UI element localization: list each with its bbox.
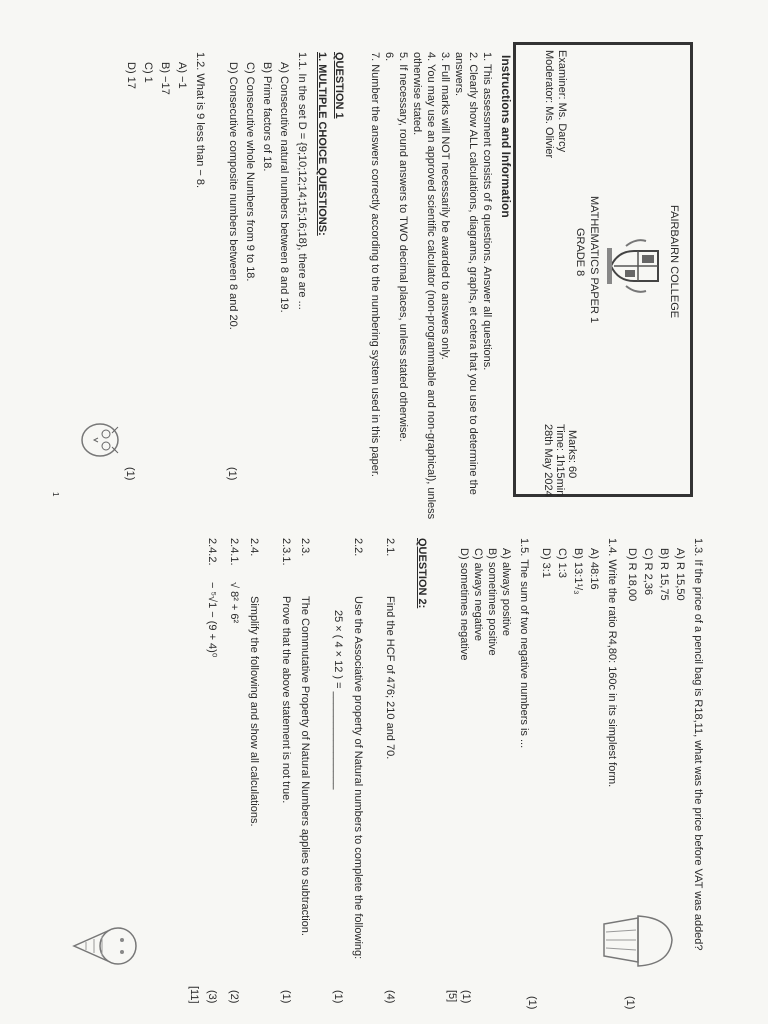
q1-4-options — [536, 548, 600, 595]
owl-doodle-image — [78, 415, 128, 465]
q1-5-text: 1.5. The sum of two negative numbers is ... — [518, 538, 530, 749]
examiner: Examiner: Ms. Darcy — [556, 50, 568, 153]
instruction-item: 1. This assessment consists of 6 questions. Answer all questions. — [481, 52, 493, 371]
school-crest — [606, 236, 666, 296]
q1-total: [5] — [446, 990, 458, 1003]
option-item: C) 1 — [142, 62, 154, 83]
instruction-item: 6. — [383, 52, 395, 62]
q2-3-1-marks: (1) — [280, 990, 292, 1004]
option-item: B) −17 — [159, 62, 171, 95]
instruction-item: 5. If necessary, round answers to TWO decimal places, unless stated otherwise. — [397, 52, 409, 442]
ice-cream-doodle-image — [70, 916, 140, 976]
q2-3-num: 2.3. — [299, 538, 311, 557]
q2-2-text: Use the Associative property of Natural numbers to complete the following: — [352, 596, 364, 960]
instruction-item: 3. Full marks will NOT necessarily be awarded to answers only. — [439, 52, 451, 360]
q2-2-expression: 25 × ( 4 × 12 ) = ________________ — [332, 610, 344, 790]
instruction-item: answers. — [453, 52, 465, 97]
paper-title: MATHEMATICS PAPER 1 — [588, 196, 600, 324]
q1-1-marks: (1) — [226, 467, 238, 481]
q2-4-2-marks: (3) — [206, 990, 218, 1004]
instruction-item: 7. Number the answers correctly according to the numbering system used in this paper. — [369, 52, 381, 477]
option-item: C) always negative — [472, 548, 484, 641]
option-item: B) Prime factors of 18. — [261, 62, 273, 172]
q2-3-1-num: 2.3.1. — [280, 538, 292, 566]
option-item: C) R 2,36 — [642, 548, 654, 596]
option-item: C) 1:3 — [556, 548, 568, 578]
q1-3-text: 1.3. If the price of a pencil bag is R18,11, what was the price before VAT was added? — [692, 538, 704, 951]
date: 28th May 2024 — [542, 424, 554, 497]
instructions-title: Instructions and Information — [499, 55, 513, 218]
q2-1-text: Find the HCF of 476; 210 and 70. — [384, 596, 396, 760]
option-item: D) sometimes negative — [458, 548, 470, 661]
option-item: A) R 15,50 — [674, 548, 686, 601]
moderator: Moderator: Ms. Olivier — [543, 50, 555, 159]
q1-4-text: 1.4. Write the ratio R4,80: 160c in its simplest form. — [606, 538, 618, 788]
q1-1-options — [222, 62, 290, 330]
q1-5-options — [456, 548, 512, 661]
option-item: D) Consecutive composite numbers between 8 and 20. — [227, 62, 239, 330]
q1-2-text: 1.2. What is 9 less than − 8. — [194, 52, 206, 189]
page-number: 1 — [51, 492, 60, 497]
option-item: A) Consecutive natural numbers between 8 and 19. — [278, 62, 290, 313]
q1-3-options — [622, 548, 686, 601]
header-box — [513, 42, 693, 497]
instructions-list — [367, 52, 493, 519]
marks: Marks: 60 — [566, 430, 578, 479]
instruction-item: 2. Clearly show ALL calculations, diagrams, graphs, et cetera that you use to determine the — [467, 52, 479, 495]
option-item: B) sometimes positive — [486, 548, 498, 656]
time: Time: 1h15min — [554, 424, 566, 497]
q2-1-num: 2.1. — [384, 538, 396, 557]
q1-3-marks: (1) — [624, 996, 636, 1010]
option-item: A) −1 — [176, 62, 188, 89]
instruction-item: 4. You may use an approved scientific calculator (non-programmable and non-graphical), unless — [425, 52, 437, 520]
q2-2-marks: (1) — [332, 990, 344, 1004]
q2-1-marks: (4) — [384, 990, 396, 1004]
option-item: A) 48:16 — [588, 548, 600, 590]
cupcake-doodle-image — [598, 908, 678, 972]
q2-4-1-marks: (2) — [228, 990, 240, 1004]
q2-2-num: 2.2. — [352, 538, 364, 557]
q1-2-marks: (1) — [124, 467, 136, 481]
q2-3-1-text: Prove that the above statement is not true. — [280, 596, 292, 804]
option-item: A) always positive — [500, 548, 512, 637]
q2-4-2-num: 2.4.2. — [206, 538, 218, 566]
question2-title: QUESTION 2: — [416, 538, 428, 609]
option-item: C) Consecutive whole Numbers from 9 to 18. — [244, 62, 256, 282]
q2-total: [11] — [188, 986, 200, 1004]
question1-title: QUESTION 1 — [333, 52, 345, 119]
option-item: D) 3:1 — [540, 548, 552, 578]
option-item: D) R 18,00 — [626, 548, 638, 602]
option-item: B) 13:1¹/₃ — [572, 548, 584, 595]
grade: GRADE 8 — [574, 228, 586, 277]
q1-1-text: 1.1. In the set D = {9;10;12;14;15;16;18}, there are ... — [296, 52, 308, 310]
q1-4-marks: (1) — [526, 996, 538, 1010]
q2-4-text: Simplify the following and show all calculations. — [248, 596, 260, 827]
q2-4-2-expr: − ⁵√1 − (9 + 4)⁰ — [206, 582, 218, 658]
option-item: B) R 15,75 — [658, 548, 670, 601]
q1-2-options — [120, 62, 188, 95]
q2-4-1-expr: √ 8² + 6² — [228, 582, 240, 624]
q1-5-marks: (1) — [460, 990, 472, 1004]
q2-3-text: The Commutative Property of Natural Numbers applies to subtraction. — [299, 596, 311, 936]
school-name: FAIRBAIRN COLLEGE — [668, 205, 680, 319]
q2-4-num: 2.4. — [248, 538, 260, 557]
option-item: D) 17 — [125, 62, 137, 89]
mcq-section-title: 1. MULTIPLE CHOICE QUESTIONS: — [316, 52, 328, 236]
q2-4-1-num: 2.4.1. — [228, 538, 240, 566]
instruction-item: otherwise stated. — [411, 52, 423, 136]
